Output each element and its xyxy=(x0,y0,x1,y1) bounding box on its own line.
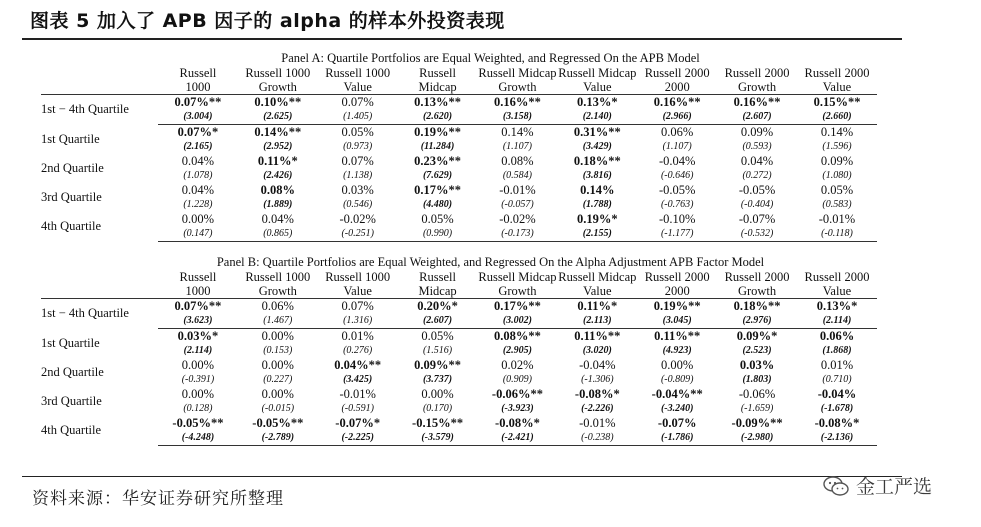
table-cell: 0.00% xyxy=(661,358,694,372)
table-cell: 0.10%** xyxy=(238,95,318,111)
table-cell: 0.08% xyxy=(501,154,534,168)
bottom-rule xyxy=(22,476,902,477)
column-header: 2000 xyxy=(664,80,690,94)
column-header: Growth xyxy=(258,284,297,298)
table-row xyxy=(41,125,877,141)
table-cell: 0.09%* xyxy=(736,329,778,343)
column-header: Russell 1000 xyxy=(325,270,391,284)
table-cell: 0.14%** xyxy=(254,125,302,139)
tstat-row xyxy=(41,110,877,125)
tstat-cell: (0.272) xyxy=(742,170,772,181)
tstat-cell: (1.889) xyxy=(263,199,293,210)
table-cell: 0.07%** xyxy=(158,299,238,315)
tstat-cell: (-0.646) xyxy=(660,170,694,181)
table-cell: -0.05%** xyxy=(252,416,304,430)
table-cell: 0.05% xyxy=(421,329,454,343)
table-row xyxy=(41,416,877,431)
tstat-cell: (-3.240) xyxy=(660,403,694,414)
column-header: Growth xyxy=(737,284,777,298)
column-header: Russell Midcap xyxy=(478,270,557,284)
table-row xyxy=(41,183,877,198)
header-row xyxy=(41,270,877,284)
tstat-cell: (3.045) xyxy=(637,314,717,329)
column-header: Russell 1000 xyxy=(245,66,311,80)
tstat-cell: (3.429) xyxy=(582,141,612,152)
column-header: Growth xyxy=(498,80,537,94)
tstat-cell: (0.584) xyxy=(502,170,533,181)
column-header: Russell 1000 xyxy=(325,66,391,80)
tstat-cell: (-0.173) xyxy=(478,227,558,242)
table-cell: 0.03% xyxy=(739,358,775,372)
table-cell: -0.01% xyxy=(818,212,856,226)
tstat-cell: (-3.923) xyxy=(501,403,534,414)
tstat-cell: (0.583) xyxy=(822,199,852,210)
table-cell: 0.08%** xyxy=(494,329,541,343)
table-cell: 0.13%* xyxy=(797,299,877,315)
column-header: Russell Midcap xyxy=(558,66,637,80)
tstat-cell: (-0.591) xyxy=(341,403,374,414)
table-cell: -0.07%* xyxy=(335,416,381,430)
table-cell: 0.00% xyxy=(181,358,215,372)
header-spacer xyxy=(41,270,158,284)
row-label: 2nd Quartile xyxy=(41,365,104,379)
tstat-cell: (3.623) xyxy=(158,314,238,329)
table-cell: 0.03%* xyxy=(177,329,219,343)
tstat-cell: (-1.659) xyxy=(740,403,774,414)
tstat-cell: (2.140) xyxy=(557,110,637,125)
table-cell: -0.04% xyxy=(579,358,616,372)
table-cell: -0.10% xyxy=(658,212,696,226)
column-header: Russell Midcap xyxy=(558,270,637,284)
tstat-cell: (7.629) xyxy=(422,170,453,181)
table-cell: -0.05% xyxy=(658,183,696,197)
table-cell: -0.09%** xyxy=(731,416,783,430)
table-cell: 0.23%** xyxy=(414,154,461,168)
tstat-cell: (2.165) xyxy=(183,141,213,152)
column-header: Russell 2000 xyxy=(804,66,870,80)
table-cell: 0.07% xyxy=(318,95,398,111)
panel-a-title: Panel A: Quartile Portfolios are Equal Weighted, and Regressed On the APB Model xyxy=(281,51,700,65)
table-cell: 0.11%** xyxy=(654,329,701,343)
column-header: Value xyxy=(343,284,372,298)
tstat-row xyxy=(41,402,877,416)
tstat-cell: (2.620) xyxy=(398,110,478,125)
table-cell: 0.11%* xyxy=(557,299,637,315)
table-cell: 0.03% xyxy=(341,183,374,197)
table-cell: 0.15%** xyxy=(797,95,877,111)
column-header: Russell 1000 xyxy=(245,270,311,284)
table-cell: 0.19%* xyxy=(577,212,618,226)
tstat-cell: (-4.248) xyxy=(158,431,238,446)
tstat-cell: (-1.306) xyxy=(581,374,614,385)
tstat-cell: (1.467) xyxy=(238,314,318,329)
tstat-cell: (-0.404) xyxy=(740,199,774,210)
table-cell: 0.18%** xyxy=(717,299,797,315)
tstat-cell: (0.170) xyxy=(422,403,453,414)
tstat-cell: (0.990) xyxy=(398,227,478,242)
column-header: Growth xyxy=(258,80,297,94)
table-cell: 0.20%* xyxy=(398,299,478,315)
tstat-cell: (-0.763) xyxy=(660,199,694,210)
column-header: Russell xyxy=(419,66,456,80)
tstat-cell: (-0.391) xyxy=(181,374,215,385)
tstat-cell: (0.128) xyxy=(183,403,213,414)
tstat-cell: (2.426) xyxy=(263,170,293,181)
tstat-cell: (-2.980) xyxy=(717,431,797,446)
table-row xyxy=(41,154,877,169)
tstat-cell: (0.865) xyxy=(238,227,318,242)
table-cell: 0.07%* xyxy=(177,125,219,139)
table-row xyxy=(41,212,877,227)
tstat-cell: (-0.015) xyxy=(261,403,295,414)
table-cell: -0.04% xyxy=(658,154,696,168)
table-cell: 0.04% xyxy=(181,183,215,197)
tstat-cell: (-2.789) xyxy=(238,431,318,446)
table-cell: 0.08% xyxy=(260,183,295,197)
table-row xyxy=(41,387,877,402)
tstat-row xyxy=(41,198,877,212)
table-cell: -0.02% xyxy=(499,212,536,226)
tstat-row xyxy=(41,227,877,242)
tstat-cell: (-2.136) xyxy=(797,431,877,446)
column-header: 2000 xyxy=(664,284,690,298)
table-cell: -0.05% xyxy=(738,183,776,197)
header-row xyxy=(41,284,877,299)
table-cell: 0.17%** xyxy=(414,183,461,197)
tstat-cell: (-0.118) xyxy=(797,227,877,242)
tstat-cell: (1.596) xyxy=(822,141,852,152)
tstat-cell: (11.284) xyxy=(420,141,455,152)
tstat-cell: (0.909) xyxy=(502,374,533,385)
table-cell: 0.13%* xyxy=(557,95,637,111)
table-cell: -0.08%* xyxy=(495,416,540,430)
tstat-cell: (-0.238) xyxy=(557,431,637,446)
table-cell: 0.04% xyxy=(181,154,215,168)
tstat-cell: (2.114) xyxy=(183,345,213,356)
column-header: Russell 2000 xyxy=(724,270,790,284)
table-cell: 0.04%** xyxy=(334,358,382,372)
tstat-cell: (1.516) xyxy=(422,345,453,356)
tstat-cell: (2.625) xyxy=(238,110,318,125)
table-cell: 0.09% xyxy=(740,125,774,139)
table-cell: -0.05%** xyxy=(172,416,224,430)
column-header: Growth xyxy=(737,80,777,94)
tstat-cell: (0.147) xyxy=(158,227,238,242)
table-cell: 0.14% xyxy=(501,125,534,139)
column-header: 1000 xyxy=(185,284,211,298)
table-cell: 0.00% xyxy=(261,387,294,401)
table-cell: 0.09%** xyxy=(414,358,461,372)
table-cell: 0.11%** xyxy=(574,329,621,343)
table-cell: 0.00% xyxy=(421,387,454,401)
tstat-cell: (0.593) xyxy=(742,141,772,152)
column-header: Value xyxy=(822,80,852,94)
tstat-cell: (3.002) xyxy=(478,314,558,329)
tstat-cell: (1.788) xyxy=(582,199,612,210)
tstat-cell: (3.816) xyxy=(582,170,612,181)
table-cell: -0.06%** xyxy=(491,387,543,401)
tstat-cell: (2.966) xyxy=(637,110,717,125)
top-rule xyxy=(22,38,902,40)
table-cell: 0.06% xyxy=(661,125,694,139)
tstat-cell: (-1.678) xyxy=(820,403,854,414)
table-cell: 0.07% xyxy=(341,154,374,168)
header-row xyxy=(41,80,877,95)
panel-b-table xyxy=(41,270,877,446)
column-header: Value xyxy=(822,284,852,298)
column-header: Russell 2000 xyxy=(724,66,790,80)
tstat-cell: (2.976) xyxy=(717,314,797,329)
table-cell: 0.14% xyxy=(820,125,854,139)
tstat-cell: (0.546) xyxy=(343,199,373,210)
row-label: 2nd Quartile xyxy=(41,161,104,175)
table-cell: -0.02% xyxy=(339,212,376,226)
table-cell: 0.05% xyxy=(820,183,854,197)
panel-b-title: Panel B: Quartile Portfolios are Equal Weighted, and Regressed On the Alpha Adjustment APB Factor Model xyxy=(216,255,765,269)
tstat-cell: (4.923) xyxy=(662,345,692,356)
table-cell: -0.08%* xyxy=(574,387,620,401)
panel-a-header xyxy=(41,66,877,95)
table-cell: 0.16%** xyxy=(637,95,717,111)
tstat-cell: (1.405) xyxy=(318,110,398,125)
table-cell: -0.15%** xyxy=(412,416,464,430)
header-row xyxy=(41,66,877,80)
row-label: 4th Quartile xyxy=(41,423,102,438)
watermark xyxy=(822,472,932,499)
column-header: Russell 2000 xyxy=(644,270,710,284)
row-label: 1st − 4th Quartile xyxy=(41,299,158,329)
table-cell: 0.06% xyxy=(819,329,855,343)
tstat-cell: (3.158) xyxy=(478,110,558,125)
source-note: 资料来源：华安证券研究所整理 xyxy=(32,489,284,509)
tstat-cell: (-0.251) xyxy=(318,227,398,242)
header-spacer xyxy=(41,284,158,299)
table-cell: 0.07%** xyxy=(158,95,238,111)
table-cell: -0.04% xyxy=(817,387,857,401)
table-cell: -0.01% xyxy=(499,183,536,197)
tstat-row xyxy=(41,140,877,154)
column-header: 1000 xyxy=(185,80,211,94)
table-cell: 0.05% xyxy=(341,125,374,139)
column-header: Russell xyxy=(179,270,217,284)
tstat-row xyxy=(41,431,877,446)
table-cell: 0.06% xyxy=(238,299,318,315)
table-cell: 0.02% xyxy=(501,358,534,372)
tstat-cell: (-2.225) xyxy=(318,431,398,446)
table-cell: 0.31%** xyxy=(573,125,621,139)
panel-a-table xyxy=(41,66,877,242)
tstat-cell: (-2.226) xyxy=(581,403,614,414)
row-label: 3rd Quartile xyxy=(41,190,102,204)
header-spacer xyxy=(41,66,158,80)
column-header: Value xyxy=(583,284,612,298)
table-cell: 0.00% xyxy=(261,358,294,372)
table-cell: 0.09% xyxy=(820,154,854,168)
table-cell: -0.06% xyxy=(738,387,776,401)
table-cell: 0.16%** xyxy=(717,95,797,111)
table-cell: -0.01% xyxy=(579,416,616,430)
tstat-row xyxy=(41,344,877,358)
table-row xyxy=(41,329,877,345)
tstat-cell: (2.660) xyxy=(797,110,877,125)
table-cell: 0.00% xyxy=(261,329,294,343)
table-cell: 0.13%** xyxy=(398,95,478,111)
table-cell: 0.16%** xyxy=(478,95,558,111)
tstat-cell: (-2.421) xyxy=(478,431,558,446)
tstat-row xyxy=(41,314,877,329)
column-header: Russell xyxy=(179,66,217,80)
row-label: 3rd Quartile xyxy=(41,394,102,408)
tstat-cell: (1.228) xyxy=(183,199,213,210)
column-header: Russell Midcap xyxy=(478,66,557,80)
panel-b-header xyxy=(41,270,877,299)
table-cell: 0.07% xyxy=(318,299,398,315)
tstat-cell: (2.905) xyxy=(502,345,533,356)
tstat-cell: (1.107) xyxy=(662,141,692,152)
column-header: Midcap xyxy=(418,284,457,298)
table-cell: 0.01% xyxy=(341,329,374,343)
tstat-cell: (1.803) xyxy=(742,374,772,385)
tstat-cell: (0.710) xyxy=(822,374,852,385)
column-header: Midcap xyxy=(418,80,457,94)
tstat-cell: (2.155) xyxy=(557,227,637,242)
tstat-cell: (0.153) xyxy=(263,345,293,356)
row-label: 1st Quartile xyxy=(41,335,100,350)
table-cell: -0.07% xyxy=(657,416,697,430)
tstat-cell: (3.004) xyxy=(158,110,238,125)
panel-a-body xyxy=(41,95,877,242)
table-cell: 0.00% xyxy=(181,387,215,401)
tstat-cell: (1.138) xyxy=(343,170,373,181)
tstat-cell: (-0.532) xyxy=(717,227,797,242)
panel-b-body xyxy=(41,299,877,446)
table-row xyxy=(41,358,877,373)
table-cell: 0.14% xyxy=(580,183,615,197)
tstat-row xyxy=(41,373,877,387)
table-cell: 0.01% xyxy=(820,358,854,372)
tstat-cell: (3.425) xyxy=(343,374,373,385)
tstat-cell: (0.973) xyxy=(343,141,373,152)
table-cell: 0.04% xyxy=(261,212,294,226)
tstat-cell: (1.107) xyxy=(502,141,533,152)
table-cell: 0.19%** xyxy=(637,299,717,315)
tstat-cell: (1.316) xyxy=(318,314,398,329)
table-cell: 0.05% xyxy=(421,212,454,226)
tstat-cell: (-1.786) xyxy=(637,431,717,446)
tstat-cell: (1.080) xyxy=(822,170,852,181)
table-cell: 0.11%* xyxy=(257,154,298,168)
header-spacer xyxy=(41,80,158,95)
table-cell: 0.19%** xyxy=(414,125,461,139)
tstat-cell: (-3.579) xyxy=(398,431,478,446)
table-cell: 0.18%** xyxy=(573,154,621,168)
table-cell: -0.01% xyxy=(339,387,376,401)
tstat-cell: (2.607) xyxy=(717,110,797,125)
tstat-cell: (2.523) xyxy=(742,345,772,356)
watermark-text: 金工严选 xyxy=(856,476,933,498)
table-cell: 0.17%** xyxy=(478,299,558,315)
table-cell: 0.04% xyxy=(740,154,774,168)
tstat-cell: (4.480) xyxy=(422,199,453,210)
row-label: 4th Quartile xyxy=(41,219,102,234)
row-label: 1st − 4th Quartile xyxy=(41,95,158,125)
row-label: 1st Quartile xyxy=(41,131,100,146)
tstat-cell: (3.737) xyxy=(422,374,453,385)
table-cell: -0.04%** xyxy=(651,387,703,401)
column-header: Russell 2000 xyxy=(644,66,710,80)
table-row xyxy=(41,299,877,315)
tstat-cell: (0.276) xyxy=(343,345,373,356)
tstat-cell: (2.952) xyxy=(263,141,293,152)
tstat-cell: (1.078) xyxy=(183,170,213,181)
tstat-cell: (-0.809) xyxy=(660,374,694,385)
column-header: Russell 2000 xyxy=(804,270,870,284)
figure-title: 图表 5 加入了 APB 因子的 alpha 的样本外投资表现 xyxy=(30,10,505,32)
tstat-cell: (2.607) xyxy=(398,314,478,329)
tstat-row xyxy=(41,169,877,183)
tstat-cell: (0.227) xyxy=(263,374,293,385)
table-row xyxy=(41,95,877,111)
tstat-cell: (1.868) xyxy=(822,345,852,356)
tstat-cell: (2.114) xyxy=(797,314,877,329)
column-header: Value xyxy=(343,80,372,94)
column-header: Growth xyxy=(498,284,537,298)
wechat-icon xyxy=(822,475,850,497)
tstat-cell: (2.113) xyxy=(557,314,637,329)
column-header: Value xyxy=(583,80,612,94)
column-header: Russell xyxy=(419,270,456,284)
tstat-cell: (-0.057) xyxy=(501,199,534,210)
table-cell: 0.00% xyxy=(181,212,215,226)
table-cell: -0.07% xyxy=(738,212,776,226)
table-cell: -0.08%* xyxy=(814,416,860,430)
tstat-cell: (-1.177) xyxy=(637,227,717,242)
tstat-cell: (3.020) xyxy=(582,345,612,356)
